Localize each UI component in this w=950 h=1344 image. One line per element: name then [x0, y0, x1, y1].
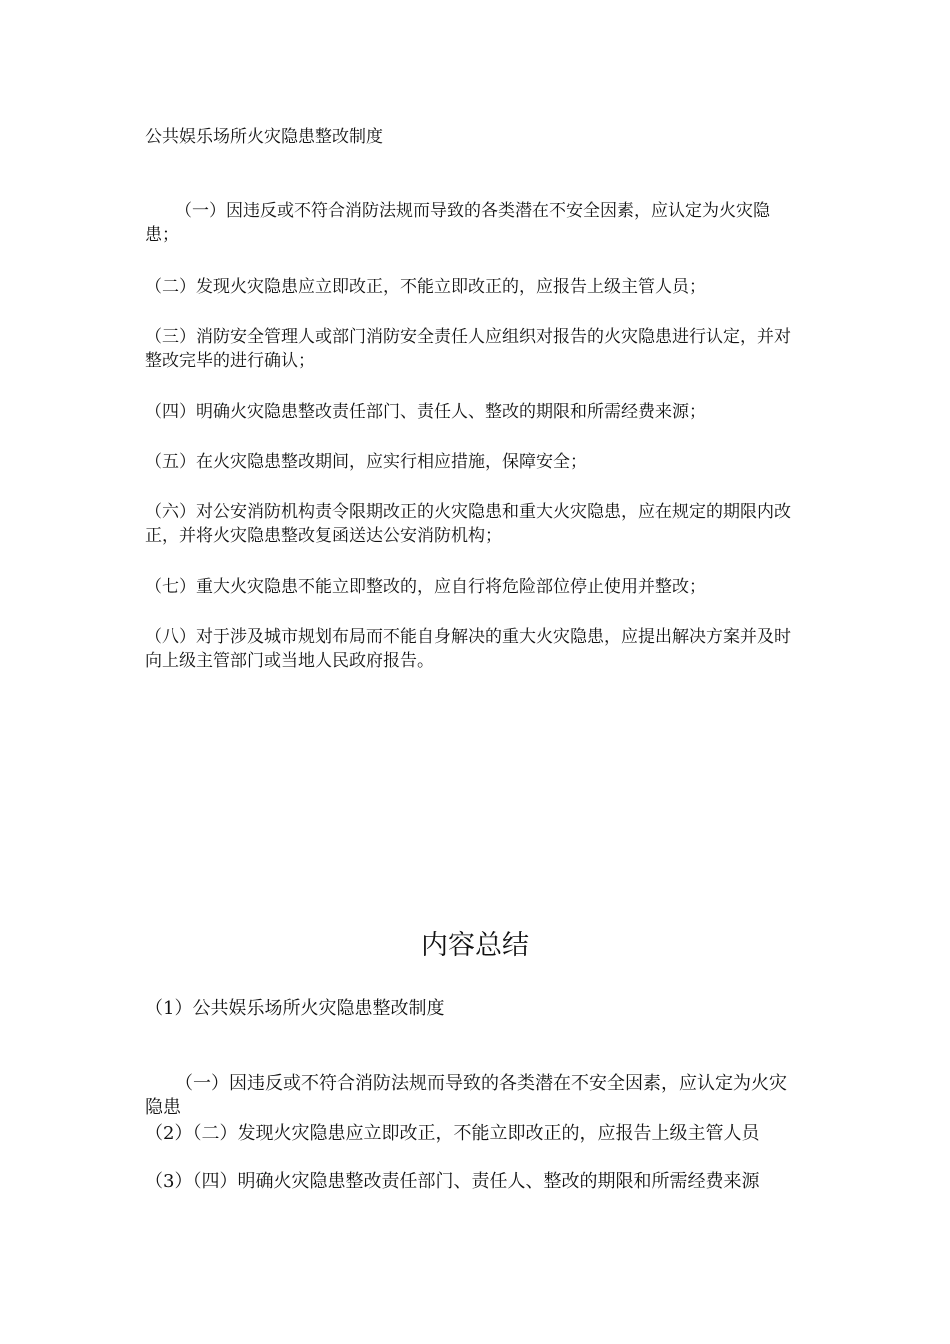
document-title: 公共娱乐场所火灾隐患整改制度: [145, 127, 383, 147]
paragraph-5: （五）在火灾隐患整改期间，应实行相应措施，保障安全；: [145, 452, 587, 472]
summary-item-2: （2）（二）发现火灾隐患应立即改正，不能立即改正的，应报告上级主管人员: [145, 1123, 760, 1144]
paragraph-4: （四）明确火灾隐患整改责任部门、责任人、整改的期限和所需经费来源；: [145, 402, 706, 422]
paragraph-8: （八）对于涉及城市规划布局而不能自身解决的重大火灾隐患，应提出解决方案并及时向上级主管部门或当地人民政府报告。: [145, 627, 791, 671]
summary-heading: 内容总结: [421, 930, 529, 961]
paragraph-1: （一）因违反或不符合消防法规而导致的各类潜在不安全因素，应认定为火灾隐患；: [145, 201, 770, 245]
paragraph-2: （二）发现火灾隐患应立即改正，不能立即改正的，应报告上级主管人员；: [145, 277, 706, 297]
paragraph-3: （三）消防安全管理人或部门消防安全责任人应组织对报告的火灾隐患进行认定，并对整改完毕的进行确认；: [145, 327, 791, 371]
summary-item-1-body: （一）因违反或不符合消防法规而导致的各类潜在不安全因素，应认定为火灾隐患: [145, 1073, 787, 1118]
paragraph-6: （六）对公安消防机构责令限期改正的火灾隐患和重大火灾隐患，应在规定的期限内改正，并将火灾隐患整改复函送达公安消防机构；: [145, 502, 791, 546]
paragraph-7: （七）重大火灾隐患不能立即整改的，应自行将危险部位停止使用并整改；: [145, 577, 706, 597]
summary-item-1-title: （1）公共娱乐场所火灾隐患整改制度: [145, 998, 445, 1019]
summary-item-3: （3）（四）明确火灾隐患整改责任部门、责任人、整改的期限和所需经费来源: [145, 1171, 760, 1192]
